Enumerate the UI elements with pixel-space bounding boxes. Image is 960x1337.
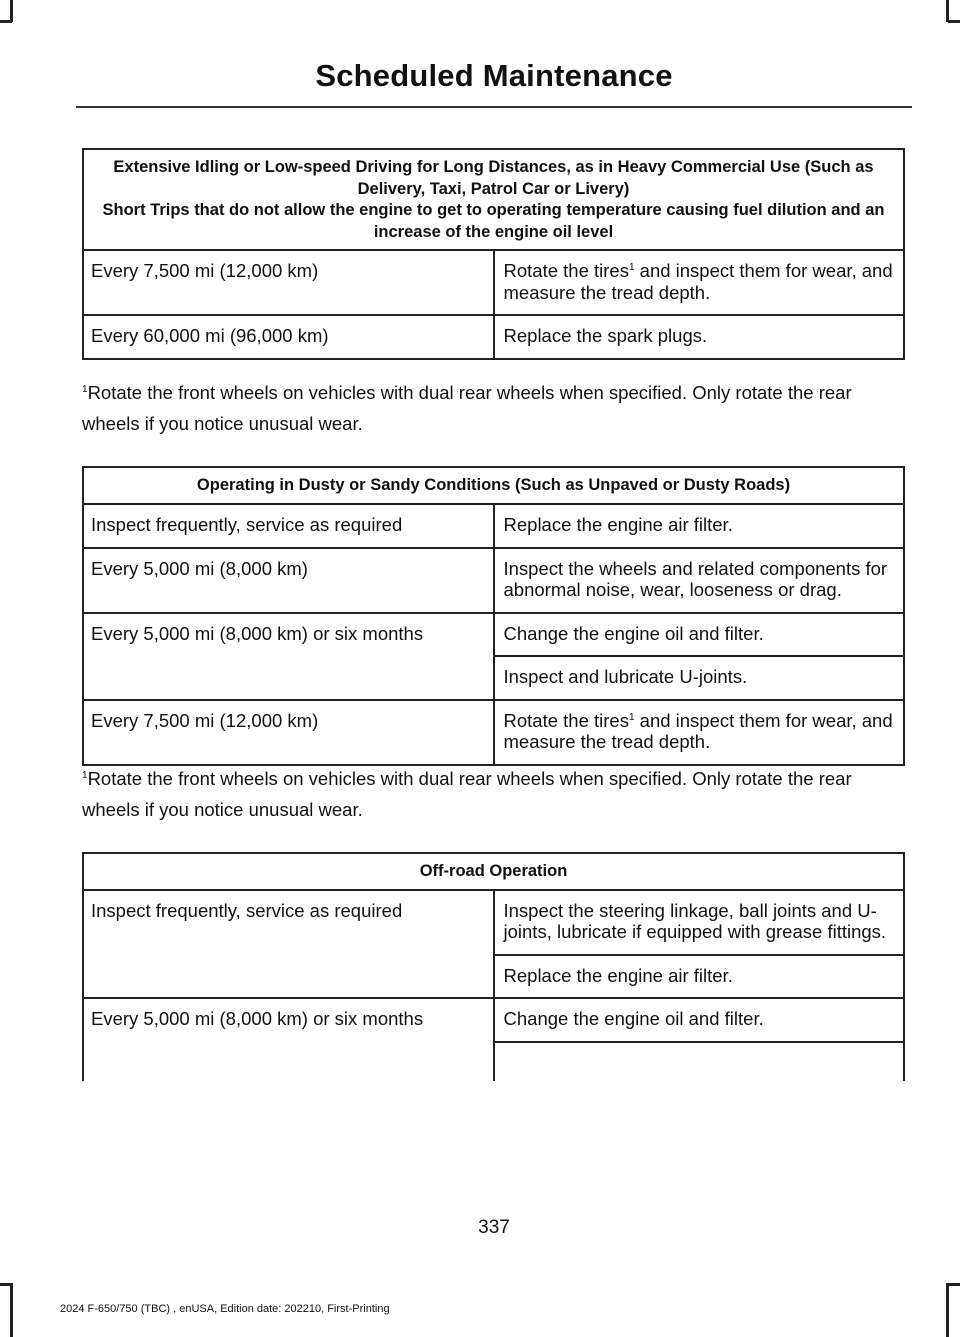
- action-cell: Replace the spark plugs.: [494, 315, 905, 359]
- action-cell: Replace the engine air filter.: [494, 504, 905, 548]
- action-cell: Inspect the wheels and related components for abnormal noise, wear, looseness or drag.: [494, 548, 905, 613]
- table-row: [83, 504, 904, 548]
- maintenance-table-idling-short-trips: [82, 148, 905, 360]
- table-header-line: Off-road Operation: [419, 862, 568, 880]
- page-title: Scheduled Maintenance: [315, 58, 673, 93]
- title-divider: [76, 106, 912, 108]
- table-header: [83, 149, 904, 250]
- table-header-row: [83, 853, 904, 890]
- crop-mark: [0, 1283, 12, 1286]
- table-row: [83, 998, 904, 1042]
- maintenance-table-off-road: [82, 852, 905, 1081]
- action-cell: [494, 250, 905, 315]
- action-cell: Inspect the steering linkage, ball joints and U-joints, lubricate if equipped with grease fittings.: [494, 890, 905, 955]
- crop-mark: [948, 20, 960, 23]
- action-text: and inspect them for wear, and measure the tread depth.: [503, 709, 893, 752]
- footnote-ref: 1: [628, 262, 635, 273]
- crop-mark: [948, 1283, 960, 1286]
- page-number: 337: [478, 1217, 510, 1238]
- table-header: [83, 467, 904, 504]
- table-header-line: Short Trips that do not allow the engine to get to operating temperature causing fuel dilution and an increase of the engine oil level: [102, 201, 885, 241]
- interval-cell: Inspect frequently, service as required: [83, 504, 494, 548]
- table-header: [83, 853, 904, 890]
- footnote-marker: 1: [82, 770, 88, 781]
- action-text: and inspect them for wear, and measure the tread depth.: [503, 260, 893, 303]
- table-row: [83, 548, 904, 613]
- interval-cell: Inspect frequently, service as required: [83, 890, 494, 999]
- action-cell: Change the engine oil and filter.: [494, 998, 905, 1042]
- table-header-line: Operating in Dusty or Sandy Conditions (Such as Unpaved or Dusty Roads): [196, 476, 791, 494]
- action-cell: Change the engine oil and filter.: [494, 613, 905, 657]
- table-row: [83, 700, 904, 765]
- table-header-line: Extensive Idling or Low-speed Driving for Long Distances, as in Heavy Commercial Use (Such as Delivery, Taxi, Patrol Car or Livery): [113, 158, 874, 198]
- maintenance-table-dusty-sandy: [82, 466, 905, 766]
- crop-mark: [10, 1283, 13, 1337]
- edition-line: 2024 F-650/750 (TBC) , enUSA, Edition date: 202210, First-Printing: [60, 1303, 390, 1315]
- interval-cell: Every 7,500 mi (12,000 km): [83, 700, 494, 765]
- action-cell: [494, 1042, 905, 1081]
- footnote-marker: 1: [82, 384, 88, 395]
- table-row: [83, 613, 904, 657]
- footnote: [82, 763, 912, 825]
- action-cell: Inspect and lubricate U-joints.: [494, 656, 905, 700]
- footnote-text: Rotate the front wheels on vehicles with dual rear wheels when specified. Only rotate the rear wheels if you notice unusual wear.: [82, 768, 852, 820]
- footnote-text: Rotate the front wheels on vehicles with dual rear wheels when specified. Only rotate the rear wheels if you notice unusual wear.: [82, 382, 852, 434]
- footnote-ref: 1: [628, 711, 635, 723]
- crop-mark: [946, 1283, 949, 1337]
- footnote: [82, 377, 912, 439]
- crop-mark: [10, 0, 13, 22]
- table-row: [83, 250, 904, 315]
- interval-cell: Every 7,500 mi (12,000 km): [83, 250, 494, 315]
- action-cell: Replace the engine air filter.: [494, 955, 905, 999]
- table-header-row: [83, 149, 904, 250]
- interval-cell: Every 5,000 mi (8,000 km) or six months: [83, 998, 494, 1081]
- action-text: Rotate the tires: [503, 709, 629, 731]
- crop-mark: [946, 0, 949, 22]
- table-row: [83, 315, 904, 359]
- action-text: Rotate the tires: [503, 260, 629, 281]
- interval-cell: Every 60,000 mi (96,000 km): [83, 315, 494, 359]
- interval-cell: Every 5,000 mi (8,000 km) or six months: [83, 613, 494, 700]
- action-cell: [494, 700, 905, 765]
- table-header-row: [83, 467, 904, 504]
- interval-cell: Every 5,000 mi (8,000 km): [83, 548, 494, 613]
- crop-mark: [0, 20, 12, 23]
- table-row: [83, 890, 904, 955]
